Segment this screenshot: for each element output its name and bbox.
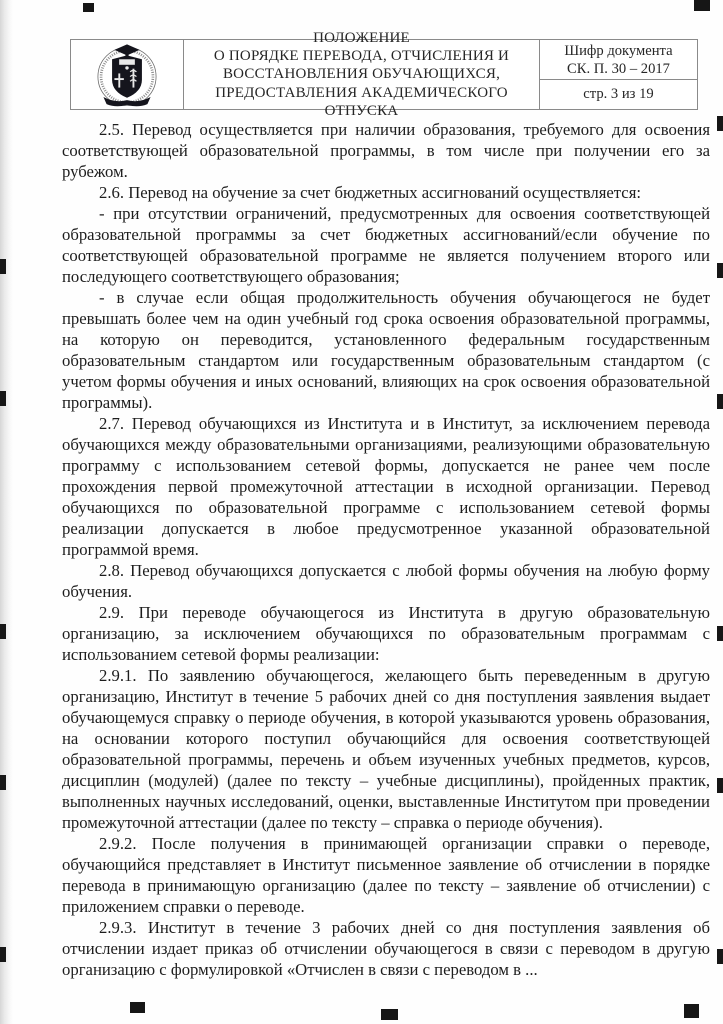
logo-cell (71, 40, 184, 109)
scan-artifact-mark (381, 1009, 398, 1020)
document-body (62, 119, 710, 980)
scan-artifact-mark (0, 624, 6, 639)
scan-artifact-mark (717, 626, 723, 641)
scan-artifact-mark (684, 1004, 699, 1018)
document-code-label: Шифр документа (564, 42, 673, 59)
scan-artifact-mark (717, 263, 723, 278)
paragraph: 2.5. Перевод осуществляется при наличии образования, требуемого для освоения соответствующей образовательной программы, в том числе при получении его за рубежом. (62, 120, 710, 181)
scan-artifact-mark (0, 947, 6, 962)
scan-artifact-mark (694, 0, 710, 11)
scan-artifact-mark (717, 949, 723, 964)
scan-artifact-mark (717, 778, 723, 793)
paragraph: 2.6. Перевод на обучение за счет бюджетных ассигнований осуществляется: (99, 183, 642, 202)
title-line: ПОЛОЖЕНИЕ (313, 30, 410, 46)
paragraph: 2.9. При переводе обучающегося из Института в другую образовательную организацию, за исключением обучающихся по образовательным программам с использованием сетевой формы реализации: (62, 603, 710, 664)
paragraph: - при отсутствии ограничений, предусмотренных для освоения соответствующей образовательной программы за счет бюджетных ассигнований/если обучение по соответствующей образовательной программе не является получением второго или последующего соответствующего образования; (62, 204, 710, 286)
page-edge-shadow (0, 0, 13, 1024)
scan-artifact-mark (130, 1002, 145, 1013)
document-code-block (540, 40, 697, 80)
title-line: ВОССТАНОВЛЕНИЯ ОБУЧАЮЩИХСЯ, (222, 66, 501, 83)
scan-artifact-mark (0, 391, 6, 406)
paragraph: 2.9.2. После получения в принимающей организации справки о переводе, обучающийся представляет в Институт письменное заявление об отчислении в порядке перевода в принимающую организацию (далее по тексту – заявление об отчислении) с приложением справки о переводе. (62, 834, 710, 916)
paragraph: 2.7. Перевод обучающихся из Института и в Институт, за исключением перевода обучающихся между образовательными организациями, реализующими образовательную программу с использованием сетевой формы, допускается не ранее чем после прохождения первой промежуточной аттестации в исходной организации. Перевод обучающихся по образовательной программе с использованием сетевой формы реализации допускается в любое предусмотренное указанной образовательной программой время. (62, 414, 710, 559)
scan-artifact-mark (717, 394, 723, 409)
scan-artifact-mark (0, 775, 6, 790)
university-emblem-icon (78, 42, 176, 108)
document-code-value: СК. П. 30 – 2017 (567, 60, 670, 77)
document-header-table (70, 30, 698, 119)
paragraph: 2.8. Перевод обучающихся допускается с любой формы обучения на любую форму обучения. (62, 561, 710, 601)
paragraph: 2.9.1. По заявлению обучающегося, желающего быть переведенным в другую организацию, Институт в течение 5 рабочих дней со дня поступления заявления выдает обучающемуся справку о периоде обучения, в которой указываются уровень образования, на основании которого поступил обучающийся для освоения соответствующей образовательной программы, перечень и объем изученных учебных предметов, курсов, дисциплин (модулей) (далее по тексту – учебные дисциплины), пройденных практик, выполненных научных исследований, оценки, выставленные Институтом при проведении промежуточной аттестации (далее по тексту – справка о периоде обучения). (62, 666, 710, 832)
scan-artifact-mark (0, 259, 6, 274)
scan-artifact-mark (717, 116, 723, 131)
paragraph: 2.9.3. Институт в течение 3 рабочих дней со дня поступления заявления об отчислении издает приказ об отчислении обучающегося в связи с переводом в другую организацию с формулировкой «Отчислен в связи с переводом в ... (62, 918, 710, 979)
paragraph: - в случае если общая продолжительность обучения обучающегося не будет превышать более чем на один учебный год срока освоения образовательной программы, на которую он переводится, установленного федеральным государственным образовательным стандартом или государственным образовательным стандартом (с учетом формы обучения и иных оснований, влияющих на срок освоения образовательной программы). (62, 288, 710, 412)
scan-artifact-mark (83, 3, 94, 12)
document-meta-cell (540, 40, 697, 109)
title-line: О ПОРЯДКЕ ПЕРЕВОДА, ОТЧИСЛЕНИЯ И (213, 48, 510, 65)
page-number: стр. 3 из 19 (583, 86, 654, 103)
title-line: ПРЕДОСТАВЛЕНИЯ АКАДЕМИЧЕСКОГО ОТПУСКА (215, 84, 508, 119)
document-title (184, 30, 540, 119)
